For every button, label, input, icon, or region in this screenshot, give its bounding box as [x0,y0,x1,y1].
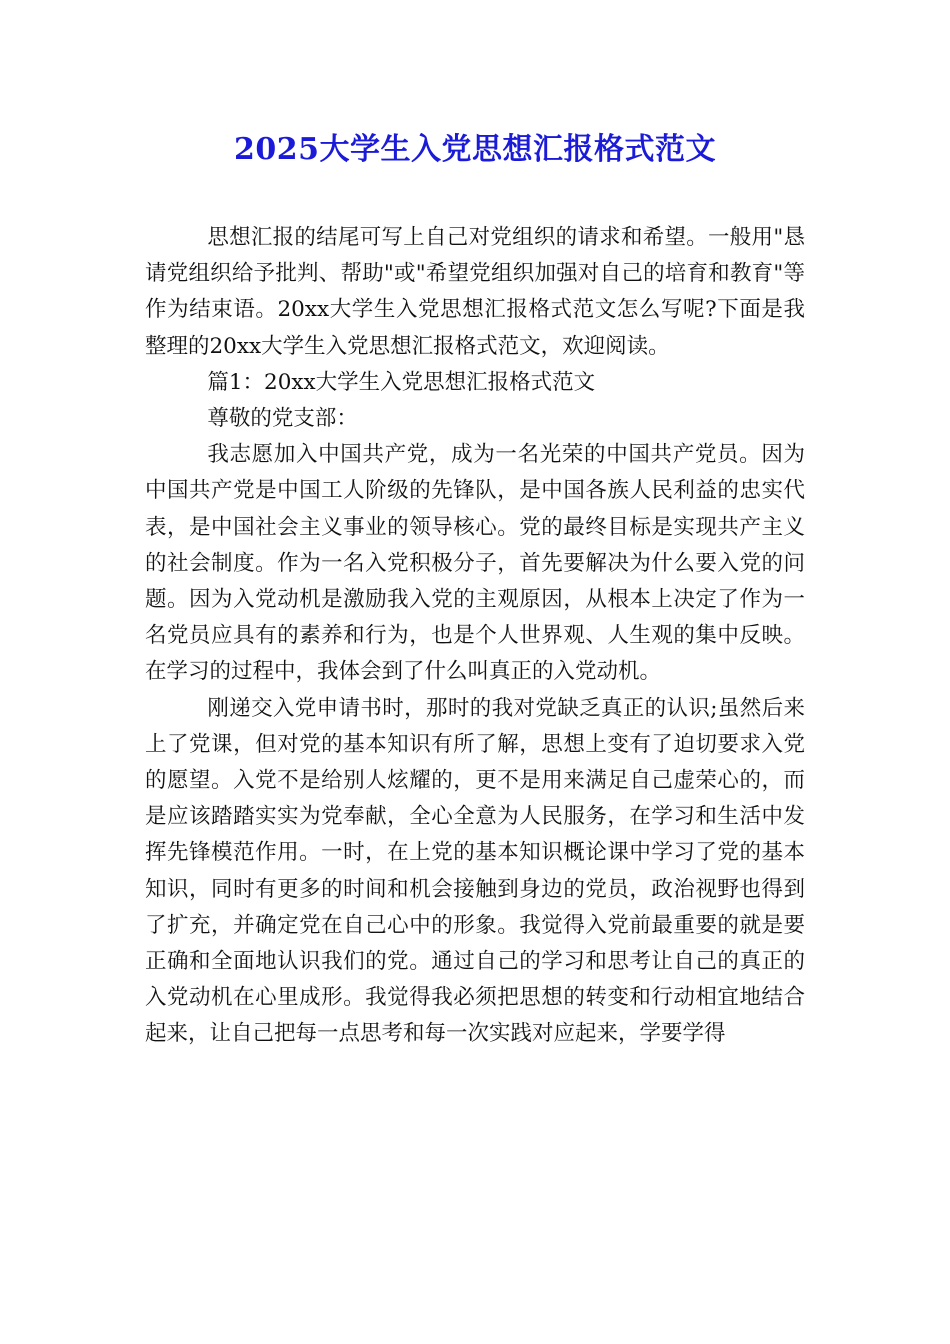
document-body [145,220,805,1053]
salutation: 尊敬的党支部： [207,406,358,432]
body-paragraph: 我志愿加入中国共产党，成为一名光荣的中国共产党员。因为中国共产党是中国工人阶级的先锋队，是中国各族人民利益的忠实代表，是中国社会主义事业的领导核心。党的最终目标是实现共产主义的社会制度。作为一名入党积极分子，首先要解决为什么要入党的问题。因为入党动机是激励我入党的主观原因，从根本上决定了作为一名党员应具有的素养和行为，也是个人世界观、人生观的集中反映。在学习的过程中，我体会到了什么叫真正的入党动机。 [145,442,805,685]
document-title: 2025大学生入党思想汇报格式范文 [234,132,716,167]
section-heading: 篇1：20xx大学生入党思想汇报格式范文 [207,369,596,395]
body-paragraph: 刚递交入党申请书时，那时的我对党缺乏真正的认识;虽然后来上了党课，但对党的基本知识有所了解，思想上变有了迫切要求入党的愿望。入党不是给别人炫耀的，更不是用来满足自己虚荣心的，而是应该踏踏实实为党奉献，全心全意为人民服务，在学习和生活中发挥先锋模范作用。一时，在上党的基本知识概论课中学习了党的基本知识，同时有更多的时间和机会接触到身边的党员，政治视野也得到了扩充，并确定党在自己心中的形象。我觉得入党前最重要的就是要正确和全面地认识我们的党。通过自己的学习和思考让自己的真正的入党动机在心里成形。我觉得我必须把思想的转变和行动相宜地结合起来，让自己把每一点思考和每一次实践对应起来，学要学得 [145,695,805,1047]
intro-paragraph: 思想汇报的结尾可写上自己对党组织的请求和希望。一般用"恳请党组织给予批判、帮助"或"希望党组织加强对自己的培育和教育"等作为结束语。20xx大学生入党思想汇报格式范文怎么写呢?下面是我整理的20xx大学生入党思想汇报格式范文，欢迎阅读。 [145,225,805,359]
